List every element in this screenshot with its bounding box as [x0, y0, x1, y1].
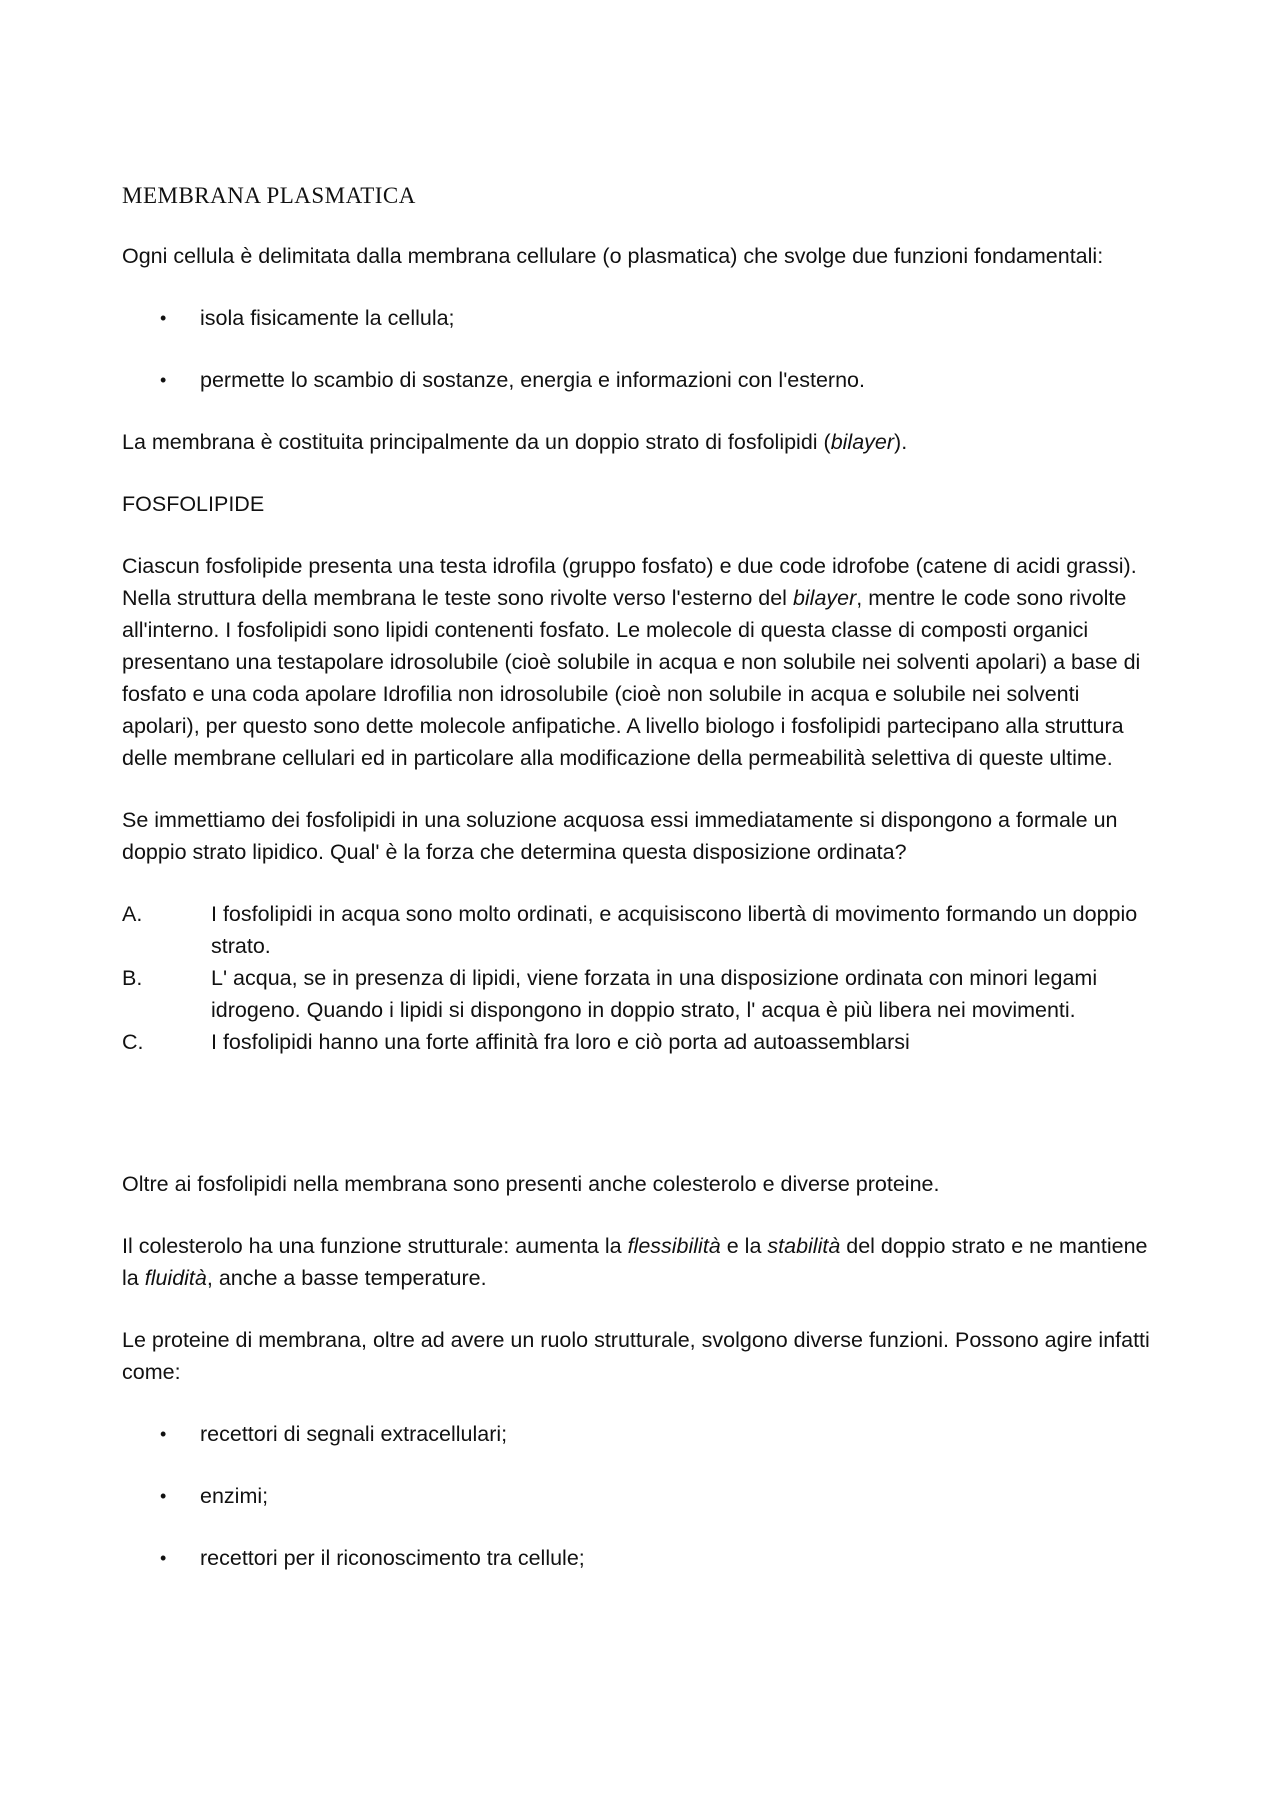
cholesterol-text: , anche a basse temperature. [206, 1266, 487, 1290]
option-text: I fosfolipidi hanno una forte affinità fra loro e ciò porta ad autoassemblarsi [211, 1030, 910, 1054]
composition-paragraph [122, 426, 1162, 458]
document-title: MEMBRANA PLASMATICA [122, 183, 416, 208]
cholesterol-italic-stabilita: stabilità [767, 1234, 841, 1258]
list-item-text: isola fisicamente la cellula; [200, 306, 455, 330]
phospholipid-text-2: , mentre le code sono rivolte all'interno. I fosfolipidi sono lipidi contenenti fosfato. Le molecole di questa classe di composti organici presentano una testapolare idrosolubile (cioè solubile in acqua e non solubile nei solventi apolari) a base di fosfato e una coda apolare Idrofilia non idrosolubile (cioè non solubile in acqua e solubile nei solventi apolari), per questo sono dette molecole anfipatiche. A livello biologo i fosfolipidi partecipano alla struttura delle membrane cellulari ed in particolare alla modificazione della permeabilità selettiva di queste ultime. [122, 586, 1141, 770]
question-paragraph: Se immettiamo dei fosfolipidi in una soluzione acquosa essi immediatamente si dispongono a formale un doppio strato lipidico. Qual' è la forza che determina questa disposizione ordinata? [122, 808, 1118, 864]
bullet-icon: • [160, 1424, 167, 1444]
cholesterol-text: del doppio strato e ne mantiene la [122, 1234, 1148, 1290]
list-item-text: permette lo scambio di sostanze, energia e informazioni con l'esterno. [200, 368, 865, 392]
proteins-intro-paragraph: Le proteine di membrana, oltre ad avere un ruolo strutturale, svolgono diverse funzioni. Possono agire infatti come: [122, 1328, 1150, 1384]
option-text: I fosfolipidi in acqua sono molto ordinati, e acquisiscono libertà di movimento formando un doppio strato. [211, 902, 1138, 958]
composition-text-end: ). [894, 430, 908, 454]
option-letter: B. [122, 966, 143, 990]
cholesterol-paragraph [122, 1230, 1162, 1294]
answer-options [122, 898, 1162, 1058]
list-item [122, 302, 1162, 334]
intro-paragraph: Ogni cellula è delimitata dalla membrana cellulare (o plasmatica) che svolge due funzioni fondamentali: [122, 244, 1104, 268]
list-item-text: recettori di segnali extracellulari; [200, 1422, 508, 1446]
section-heading-phospholipid: FOSFOLIPIDE [122, 492, 265, 516]
document-page [122, 180, 1162, 1604]
composition-italic: bilayer [830, 430, 895, 454]
list-item [122, 1542, 1162, 1574]
list-item [122, 364, 1162, 396]
bullet-icon: • [160, 370, 167, 390]
phospholipid-italic: bilayer [792, 586, 857, 610]
other-components-paragraph: Oltre ai fosfolipidi nella membrana sono presenti anche colesterolo e diverse proteine. [122, 1172, 940, 1196]
bullet-icon: • [160, 1548, 167, 1568]
cholesterol-text: Il colesterolo ha una funzione strutturale: aumenta la [122, 1234, 628, 1258]
option-letter: C. [122, 1030, 144, 1054]
option-text: L' acqua, se in presenza di lipidi, viene forzata in una disposizione ordinata con minori legami idrogeno. Quando i lipidi si dispongono in doppio strato, l' acqua è più libera nei movimenti. [211, 966, 1098, 1022]
option-b [122, 962, 1162, 1026]
list-item [122, 1480, 1162, 1512]
bullet-icon: • [160, 308, 167, 328]
cholesterol-text: e la [720, 1234, 768, 1258]
option-a [122, 898, 1162, 962]
cholesterol-italic-flessibilita: flessibilità [627, 1234, 721, 1258]
list-item-text: recettori per il riconoscimento tra cellule; [200, 1546, 585, 1570]
list-item [122, 1418, 1162, 1450]
phospholipid-text-1: Ciascun fosfolipide presenta una testa idrofila (gruppo fosfato) e due code idrofobe (catene di acidi grassi). Nella struttura della membrana le teste sono rivolte verso l'esterno del [122, 554, 1137, 610]
option-c [122, 1026, 1162, 1058]
protein-roles-list [122, 1418, 1162, 1574]
cholesterol-italic-fluidita: fluidità [144, 1266, 207, 1290]
list-item-text: enzimi; [200, 1484, 269, 1508]
phospholipid-paragraph [122, 550, 1162, 774]
functions-list [122, 302, 1162, 396]
composition-text: La membrana è costituita principalmente da un doppio strato di fosfolipidi ( [122, 430, 831, 454]
bullet-icon: • [160, 1486, 167, 1506]
option-letter: A. [122, 902, 143, 926]
